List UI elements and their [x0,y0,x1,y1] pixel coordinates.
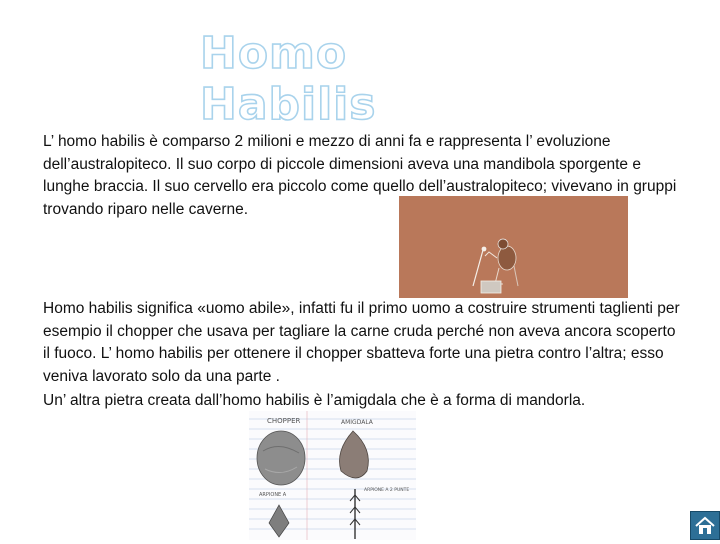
home-button[interactable] [690,511,720,540]
paragraph-amigdala: Un’ altra pietra creata dall’homo habilis è l’amigdala che è a forma di mandorla. [43,392,586,409]
homo-habilis-illustration [399,196,628,298]
stone-tools-drawing [249,411,416,540]
label-amigdala: AMIGDALA [341,419,373,426]
label-arpione: ARPIONE A [259,492,287,498]
paragraph-chopper: Homo habilis significa «uomo abile», infatti fu il primo uomo a costruire strumenti taglienti per esempio il chopper che usava per tagliare la carne cruda perché non aveva ancora scoperto il fuoco. L’ homo habilis per ottenere il chopper sbatteva forte una pietra contro l’altra; esso veniva lavorato solo da una parte . [43,300,680,385]
slide-title: Homo Habilis [200,28,377,130]
paragraph-intro: L’ homo habilis è comparso 2 milioni e mezzo di anni fa e rappresenta l’ evoluzione dell’australopiteco. Il suo corpo di piccole dimensioni aveva una mandibola sporgente e lunghe braccia. Il suo cervello era piccolo come quello dell’australopiteco; vivevano in gruppi trovando riparo nelle caverne. [43,133,677,218]
label-arpione-2-punte: ARPIONE A 2 PUNTE [364,488,410,493]
label-chopper: CHOPPER [267,417,301,425]
stone-tools-sketch [249,411,416,540]
home-icon [691,512,719,539]
figure-sketch [399,196,628,298]
